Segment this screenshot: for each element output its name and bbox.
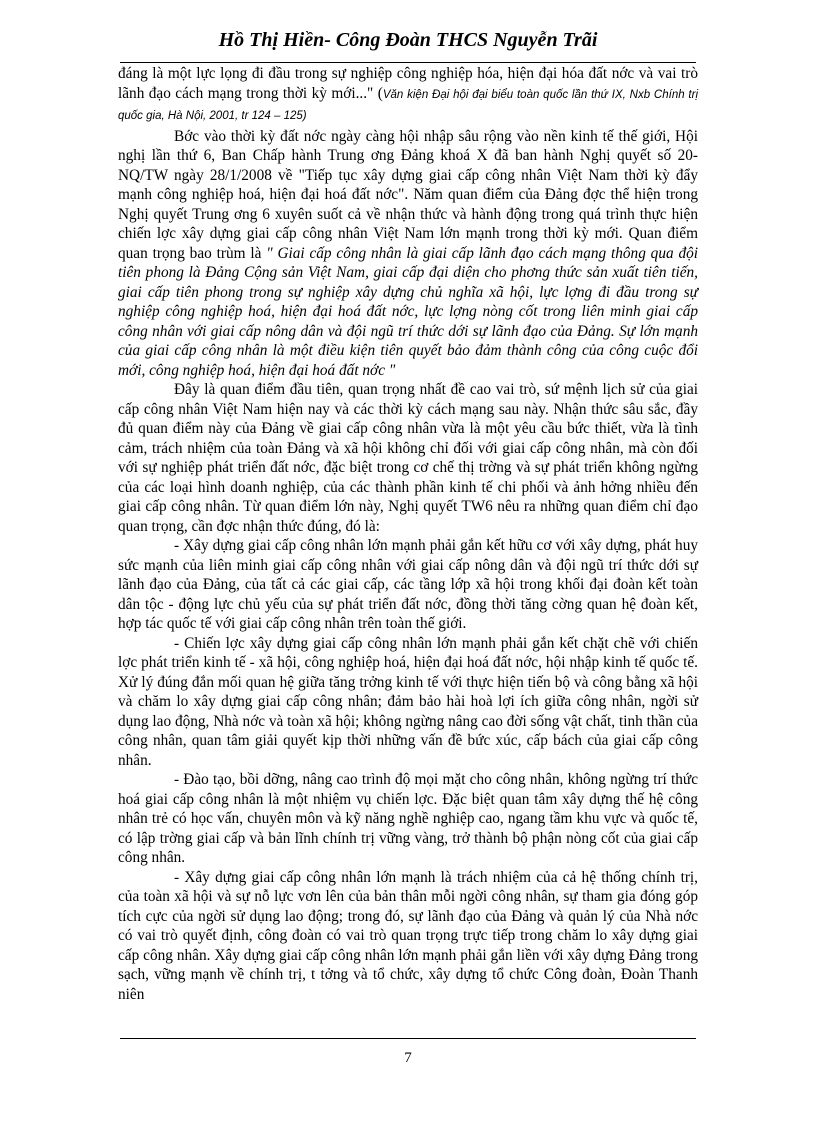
viewpoint-item-3: - Đào tạo, bồi dỡng, nâng cao trình độ mọi mặt cho công nhân, không ngừng trí thức hoá giai cấp công nhân là một nhiệm vụ chiến lợc. Đặc biệt quan tâm xây dựng thế hệ công nhân trẻ có học vấn, chuyên môn và kỹ năng nghề nghiệp cao, ngang tầm khu vực và quốc tế, có lập trờng giai cấp và bản lĩnh chính trị vững vàng, trở thành bộ phận nòng cốt của giai cấp công nhân.: [118, 771, 698, 866]
viewpoint-item-1: - Xây dựng giai cấp công nhân lớn mạnh phải gắn kết hữu cơ với xây dựng, phát huy sức mạnh của liên minh giai cấp công nhân với giai cấp nông dân và đội ngũ trí thức dới sự lãnh đạo của Đảng, của tất cả các giai cấp, các tầng lớp xã hội trong khối đại đoàn kết toàn dân tộc - động lực chủ yếu của sự phát triển đất nớc, đồng thời tăng cờng quan hệ đoàn kết, hợp tác quốc tế với giai cấp công nhân trên toàn thế giới.: [118, 537, 698, 632]
viewpoint-item-2: - Chiến lợc xây dựng giai cấp công nhân lớn mạnh phải gắn kết chặt chẽ với chiến lợc phát triển kinh tế - xã hội, công nghiệp hoá, hiện đại hoá đất nớc, hội nhập kinh tế quốc tế. Xử lý đúng đắn mối quan hệ giữa tăng trởng kinh tế với thực hiện tiến bộ và công bằng xã hội và chăm lo xây dựng giai cấp công nhân; đảm bảo hài hoà lợi ích giữa công nhân, ngời sử dụng lao động, Nhà nớc và toàn xã hội; không ngừng nâng cao đời sống vật chất, tinh thần của công nhân, quan tâm giải quyết kịp thời những vấn đề bức xúc, cấp bách của giai cấp công nhân.: [118, 634, 698, 769]
paragraph-intro: [118, 127, 698, 381]
paragraph-analysis: Đây là quan điểm đầu tiên, quan trọng nhất đề cao vai trò, sứ mệnh lịch sử của giai cấp công nhân Việt Nam hiện nay và các thời kỳ cách mạng sau này. Nhận thức sâu sắc, đầy đủ quan điểm này của Đảng về giai cấp công nhân vừa là một yêu cầu bức thiết, vừa là tình cảm, trách nhiệm của toàn Đảng và xã hội không chỉ đối với giai cấp công nhân, mà còn đối với sự nghiệp phát triển đất nớc, đặc biệt trong cơ chế thị trờng và sự phát triển không ngừng của các loại hình doanh nghiệp, của các thành phần kinh tế chi phối và ảnh hởng nhiều đến giai cấp công nhân. Từ quan điểm lớn này, Nghị quyết TW6 nêu ra những quan điểm chỉ đạo quan trọng, cần đợc nhận thức đúng, đó là:: [118, 381, 698, 535]
paragraph-text: Bớc vào thời kỳ đất nớc ngày càng hội nhập sâu rộng vào nền kinh tế thế giới, Hội nghị lần thứ 6, Ban Chấp hành Trung ơng Đảng khoá X đã ban hành Nghị quyết số 20-NQ/TW ngày 28/1/2008 về "Tiếp tục xây dựng giai cấp công nhân Việt Nam thời kỳ đẩy mạnh công nghiệp hoá, hiện đại hoá đất nớc". Năm quan điểm của Đảng đợc thể hiện trong Nghị quyết Trung ơng 6 xuyên suốt cả về nhận thức và hành động trong quá trình thực hiện chiến lợc xây dựng giai cấp công nhân Việt Nam lớn mạnh trong thời kỳ mới. Quan điểm quan trọng bao trùm là: [118, 127, 698, 262]
header-title: Hồ Thị Hiền- Công Đoàn THCS Nguyễn Trãi: [218, 29, 598, 51]
document-body: [118, 64, 698, 1004]
paragraph-continuation: [118, 64, 698, 127]
viewpoint-item-4: - Xây dựng giai cấp công nhân lớn mạnh là trách nhiệm của cả hệ thống chính trị, của toàn xã hội và sự nỗ lực vơn lên của bản thân mỗi ngời công nhân, sự tham gia đóng góp tích cực của ngời sử dụng lao động; trong đó, sự lãnh đạo của Đảng và quản lý của Nhà nớc có vai trò quyết định, công đoàn có vai trò quan trọng trực tiếp trong chăm lo xây dựng giai cấp công nhân. Xây dựng giai cấp công nhân lớn mạnh phải gắn liền với xây dựng Đảng trong sạch, vững mạnh về chính trị, t tởng và tổ chức, xây dựng tổ chức Công đoàn, Đoàn Thanh niên: [118, 868, 698, 1003]
resolution-quote: " Giai cấp công nhân là giai cấp lãnh đạo cách mạng thông qua đội tiên phong là Đảng Cộng sản Việt Nam, giai cấp đại diện cho phơng thức sản xuất tiên tiến, giai cấp tiên phong trong sự nghiệp xây dựng chủ nghĩa xã hội, lực lợng đi đầu trong sự nghiệp công nghiệp hoá, hiện đại hoá đất nớc, lực lợng nòng cốt trong liên minh giai cấp công nhân với giai cấp nông dân và đội ngũ trí thức dới sự lãnh đạo của Đảng. Sự lớn mạnh của giai cấp công nhân là một điều kiện tiên quyết bảo đảm thành công của công cuộc đổi mới, công nghiệp hoá, hiện đại hoá đất nớc ": [118, 244, 698, 379]
page-header: [120, 22, 696, 63]
citation: Văn kiện Đại hội đại biểu toàn quốc lần thứ IX, Nxb Chính trị quốc gia, Hà Nội, 2001, tr 124 – 125): [118, 88, 698, 122]
paragraph-text: đáng là một lực lọng đi đầu trong sự nghiệp công nghiệp hóa, hiện đại hóa đất nớc và vai trò lãnh đạo cách mạng trong thời kỳ mới..." (: [118, 65, 698, 102]
footer-divider: [120, 1038, 696, 1039]
page-number: 7: [404, 1050, 412, 1066]
